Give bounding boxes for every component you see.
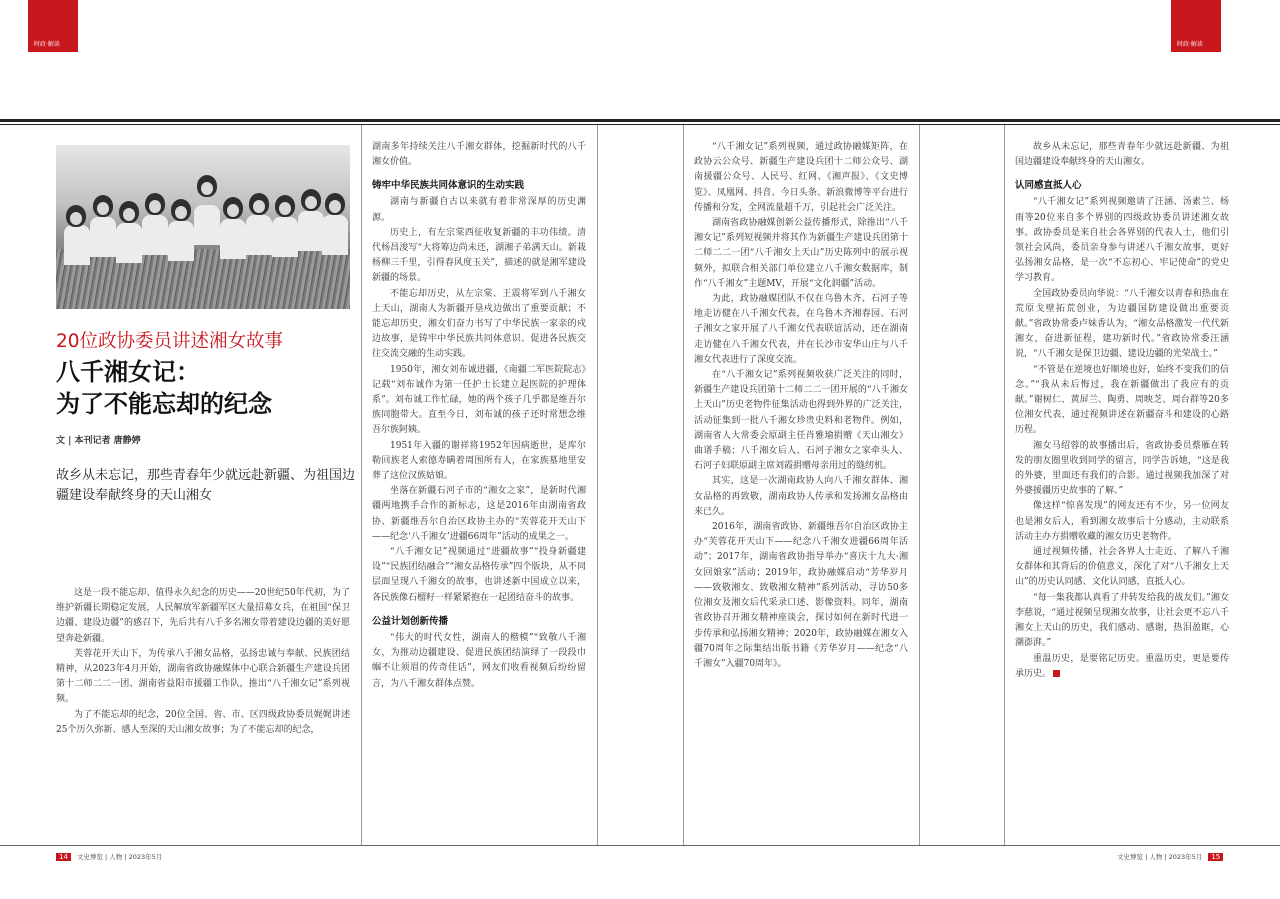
paragraph: 像这样“惊喜发现”的网友还有不少，另一位网友也是湘女后人，看到湘女故事后十分感动，主动联系活动主办方捐赠收藏的湘女历史老物件。 xyxy=(1015,501,1229,542)
paragraph: 为了不能忘却的纪念，20位全国、省、市、区四级政协委员娓娓讲述25个历久弥新、感人至深的天山湘女故事；为了不能忘却的纪念， xyxy=(56,709,350,735)
paragraph: 故乡从未忘记，那些青春年少就远赴新疆、为祖国边疆建设奉献终身的天山湘女。 xyxy=(1015,142,1229,168)
paragraph: 1951年入疆的谢祥将1952年因病逝世，是库尔勒回族老人索德寿瞒着周围所有人，在家族墓地里安葬了这位汉族姑娘。 xyxy=(372,440,586,482)
paragraph: 湖南省政协融媒创新公益传播形式，除推出“八千湘女记”系列短视频并将其作为新疆生产建设兵团第十二师二二一团“八千湘女上天山”历史陈列中的展示视频外，拟联合相关部门单位建立八千湘女数据库，制作“八千湘女”主题MV，开展“文化润疆”活动。 xyxy=(694,218,908,289)
column-divider xyxy=(597,125,598,845)
paragraph: 全国政协委员向华说：“八千湘女以青春和热血在荒原戈壁拓荒创业，为边疆国防建设做出重要贡献。”省政协常委卢妹香认为，“湘女品格激发一代代新湘女，奋进新征程，建功新时代。”省政协常委汪涵说，“八千湘女是保卫边疆、建设边疆的光荣战士。” xyxy=(1015,288,1229,360)
body-column-2 xyxy=(372,140,586,840)
paragraph: 为此，政协融媒团队不仅在乌鲁木齐、石河子等地走访健在八千湘女代表，在乌鲁木齐湘春园、石河子湘女之家开展了八千湘女代表联谊活动，还在湖南走访健在八千湘女代表，并在长沙市安华山庄与八千湘女代表进行了深度交流。 xyxy=(694,294,908,365)
paragraph: 湖南多年持续关注八千湘女群体，挖掘新时代的八千湘女价值。 xyxy=(372,142,586,168)
final-sentence: 重温历史，是要铭记历史。重温历史，更是要传承历史。 xyxy=(1015,653,1229,679)
byline: 文 | 本刊记者 唐静婷 xyxy=(56,436,141,446)
body-column-4 xyxy=(1015,140,1229,840)
section-label-left: 时政·解读 xyxy=(34,41,60,48)
bottom-rule xyxy=(0,845,1280,846)
section-heading: 认同感直抵人心 xyxy=(1015,180,1082,192)
paragraph: 湘女马绍蓉的故事播出后，省政协委员蔡雁在转发的朋友圈里收到同学的留言，同学告诉她，“这是我的外婆，里面还有我们的合影。通过视频我加深了对外婆援疆历史故事的了解。” xyxy=(1015,440,1229,497)
page-number-right: 15 xyxy=(1208,853,1223,861)
end-mark-icon xyxy=(1053,670,1060,677)
column-divider xyxy=(361,125,362,845)
body-column-3 xyxy=(694,140,908,840)
article-title xyxy=(56,356,272,420)
paragraph: 通过视频传播，社会各界人士走近、了解八千湘女群体和其背后的价值意义，深化了对“八千湘女上天山”的历史认同感、文化认同感，直抵人心。 xyxy=(1015,547,1229,588)
paragraph: “伟大的时代女性，湖南人的楷模”“致敬八千湘女，为推动边疆建设、促进民族团结演绎了一段段巾帼不让须眉的传奇佳话”，网友们收看视频后纷纷留言，为八千湘女群体点赞。 xyxy=(372,632,586,689)
paragraph: “每一集我都认真看了并转发给我的战友们。”湘女李慈说，“通过视频呈现湘女故事，让社会更不忘八千湘女上天山的历史，我们感动、感谢，热泪盈眶，心潮澎湃。” xyxy=(1015,592,1229,649)
page-number-left: 14 xyxy=(56,853,71,861)
section-heading: 公益计划创新传播 xyxy=(372,615,449,627)
top-rule xyxy=(0,119,1280,122)
article-kicker: 20位政协委员讲述湘女故事 xyxy=(56,331,284,352)
footer-publication-right: 文史博览 | 人物 | 2023年5月 xyxy=(1117,853,1203,861)
paragraph: “不管是在逆境也好顺境也好，始终不变我们的信念。”“我从未后悔过，我在新疆做出了我应有的贡献。”谢树仁、黄屏兰、陶勇、周映芝、周台群等20多位湘女代表，通过视频讲述在新疆奋斗和建设的心路历程。 xyxy=(1015,364,1229,436)
paragraph: “八千湘女记”系列视频邀请了汪涵、汤素兰、杨雨等20位来自多个界别的四级政协委员讲述湘女故事。政协委员是来自社会各界别的代表人士，他们引领社会风尚，委员亲身参与讲述八千湘女故事，更好弘扬湘女品格，是一次“不忘初心、牢记使命”的党史学习教育。 xyxy=(1015,197,1229,284)
section-tab-right xyxy=(1171,0,1221,52)
paragraph: “八千湘女记”视频通过“进疆故事”“投身新疆建设”“民族团结融合”“湘女品格传承”四个版块，从不同层面呈现八千湘女的故事，也讲述新中国成立以来，各民族像石榴籽一样紧紧抱在一起团结奋斗的故事。 xyxy=(372,547,586,603)
paragraph: 湖南与新疆自古以来就有着非常深厚的历史渊源。 xyxy=(372,197,586,223)
section-label-right: 时政·解读 xyxy=(1177,41,1203,48)
body-column-1 xyxy=(56,586,350,841)
paragraph: “八千湘女记”系列视频，通过政协融媒矩阵，在政协云公众号、新疆生产建设兵团十二师公众号、湖南援疆公众号、人民号、红网、《湘声报》、《文史博览》、凤凰网、抖音、今日头条、新浪微博等平台进行传播和分发，全网流量超千万，引起社会广泛关注。 xyxy=(694,142,908,213)
footer-right xyxy=(1117,852,1223,861)
paragraph: 芙蓉花开天山下，为传承八千湘女品格，弘扬忠诚与奉献、民族团结精神，从2023年4月开始，湖南省政协融媒体中心联合新疆生产建设兵团第十二师二二一团、湖南省益阳市援疆工作队，推出“八千湘女记”系列视频。 xyxy=(56,648,350,705)
column-divider xyxy=(683,125,684,845)
paragraph-final xyxy=(1015,652,1229,682)
paragraph: 坐落在新疆石河子市的“湘女之家”，是新时代湘疆两地携手合作的新标志，这是2016年由湖南省政协、新疆维吾尔自治区政协主办的“芙蓉花开天山下——纪念‘八千湘女’进疆66周年”活动的成果之一。 xyxy=(372,486,586,542)
lead-paragraph: 故乡从未忘记，那些青春年少就远赴新疆、为祖国边疆建设奉献终身的天山湘女 xyxy=(56,468,356,503)
column-divider xyxy=(1004,125,1005,845)
paragraph: 1950年，湘女刘布诚进疆，《南疆二军医院院志》记载“刘布诚作为第一任护士长建立起医院的护理体系”。刘布诚工作忙碌，她的两个孩子几乎都是维吾尔族同胞带大。直至今日，刘布诚的孩子还时常想念维吾尔族阿姨。 xyxy=(372,364,586,436)
paragraph: 其实，这是一次湖南政协人向八千湘女群体、湘女品格的再致敬，湖南政协人传承和发扬湘女品格由来已久。 xyxy=(694,476,908,517)
paragraph: 不能忘却历史，从左宗棠、王震将军到八千湘女上天山，湖南人为新疆开垦戍边做出了重要贡献；不能忘却历史，湘女们奋力书写了中华民族一家亲的戍边故事，是铸牢中华民族共同体意识、促进各民族交往交流交融的生动实践。 xyxy=(372,288,586,360)
paragraph: 在“八千湘女记”系列视频收获广泛关注的同时，新疆生产建设兵团第十二师二二一团开展的“八千湘女上天山”历史老物件征集活动也得到外界的广泛关注，活动征集到一批八千湘女珍贵史料和老物件。例如，湖南省人大常委会原副主任肖雅瑜捐赠《天山湘女》曲谱手稿；八千湘女后人、石河子湘女之家牵头人、石河子妇联原副主席刘霞捐赠母亲用过的缝纫机。 xyxy=(694,370,908,472)
paragraph: 历史上，有左宗棠西征收复新疆的丰功伟绩。清代杨昌浚写“大将筹边尚未还，湖湘子弟满天山。新栽杨柳三千里，引得春风度玉关”，描述的就是湘军建设新疆的场景。 xyxy=(372,227,586,284)
footer-left xyxy=(56,852,162,861)
title-line-2: 为了不能忘却的纪念 xyxy=(56,390,272,418)
historical-photo xyxy=(56,145,350,309)
paragraph: 这是一段不能忘却、值得永久纪念的历史——20世纪50年代初，为了维护新疆长期稳定发展，人民解放军新疆军区大量招募女兵，在祖国“保卫边疆、建设边疆”的感召下，先后共有八千多名湘女带着建设边疆的美好愿望奔赴新疆。 xyxy=(56,588,350,644)
title-line-1: 八千湘女记： xyxy=(56,358,200,386)
section-tab-left xyxy=(28,0,78,52)
paragraph: 2016年，湖南省政协、新疆维吾尔自治区政协主办“芙蓉花开天山下——纪念八千湘女进疆66周年活动”；2017年，湖南省政协指导举办“喜庆十九大·湘女回娘家”活动；2019年，政协融媒启动“芳华岁月——致敬湘女、致敬湘女精神”系列活动，寻访50多位湘女及湘女后代采录口述、影像资料。同年，湖南省政协召开湘女精神座谈会，探讨如何在新时代进一步传承和弘扬湘女精神；2020年，政协融媒在湘女入疆70周年之际集结出版书籍《芳华岁月——纪念“八千湘女”入疆70周年》。 xyxy=(694,522,908,669)
footer-publication-left: 文史博览 | 人物 | 2023年5月 xyxy=(76,853,163,861)
column-divider xyxy=(919,125,920,845)
top-rule-thin xyxy=(0,124,1280,125)
section-heading: 铸牢中华民族共同体意识的生动实践 xyxy=(372,180,525,192)
